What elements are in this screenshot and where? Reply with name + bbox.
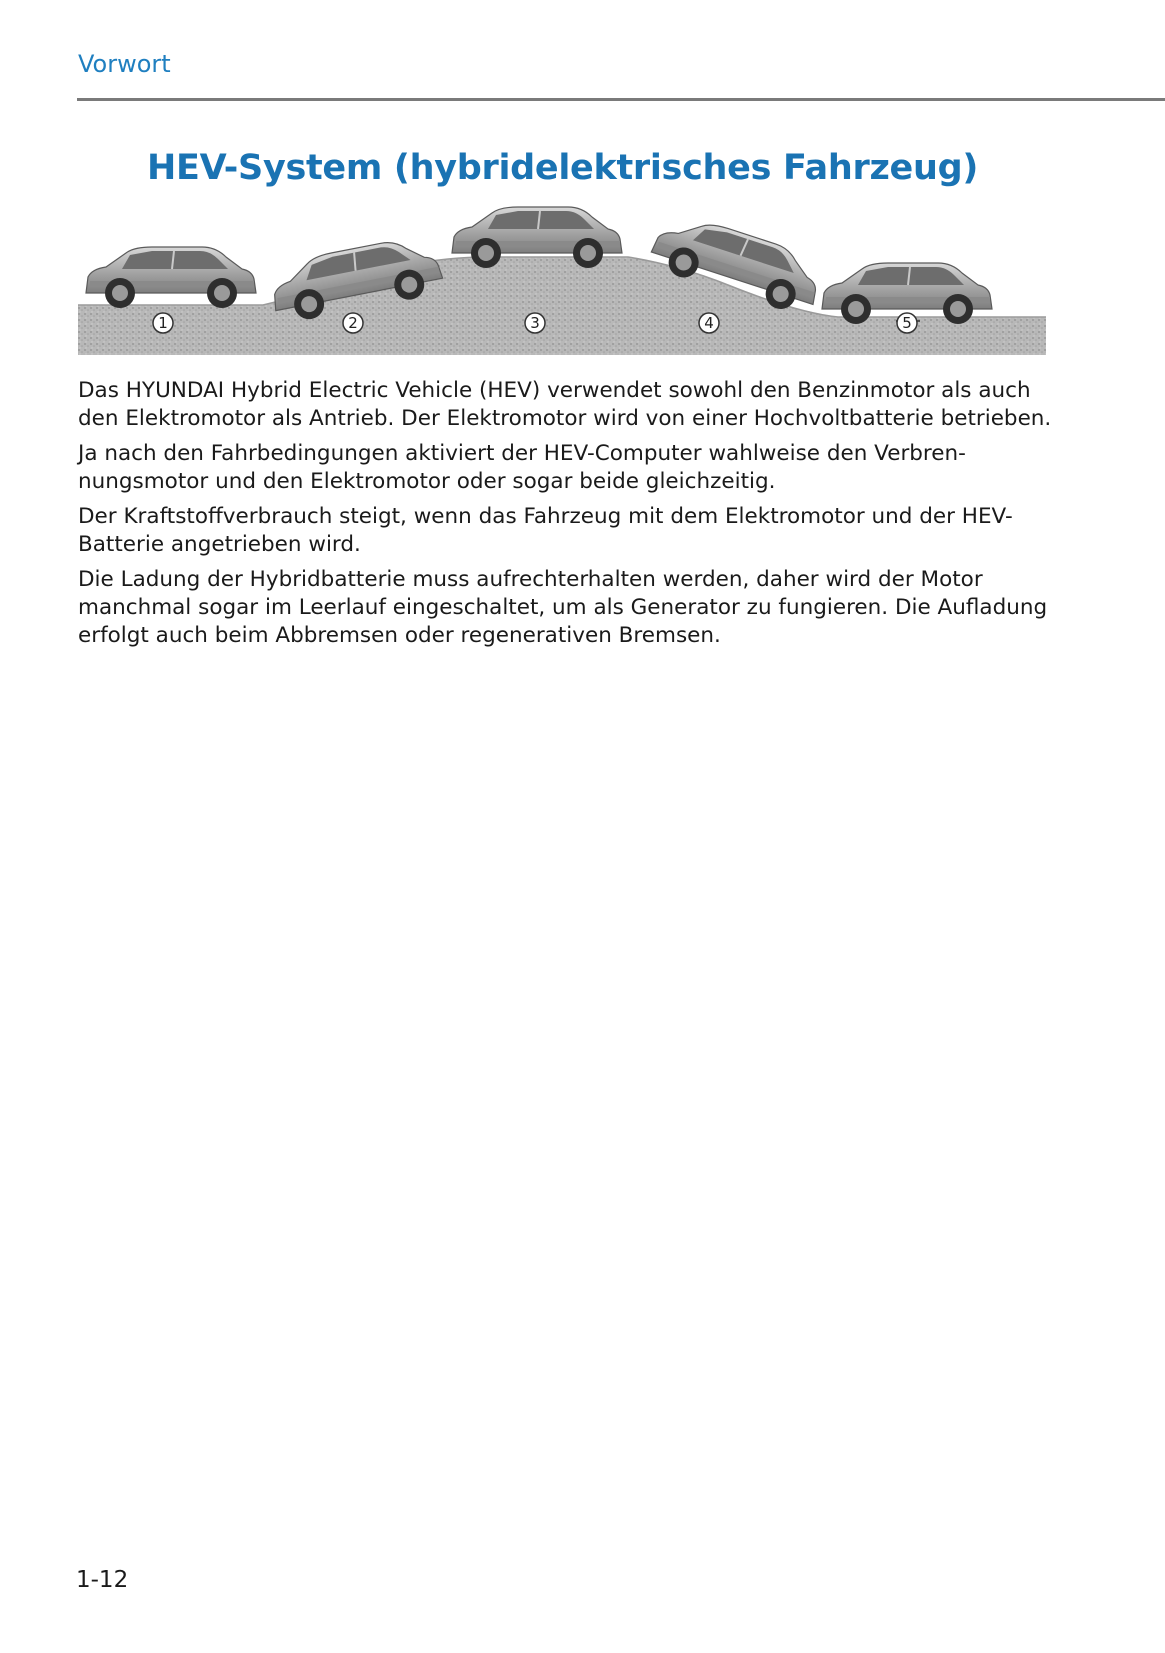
page-number: 1-12 bbox=[76, 1567, 129, 1593]
paragraph-4: Die Ladung der Hybridbatterie muss aufrechterhalten werden, daher wird der Motor manchmal sogar im Leerlauf eingeschaltet, um als Generator zu fungieren. Die Aufladung erfolgt auch beim Abbremsen oder regenerativen Bremsen. bbox=[78, 567, 1048, 648]
car-1 bbox=[86, 247, 256, 308]
marker-1 bbox=[153, 313, 173, 333]
section-label: Vorwort bbox=[78, 50, 171, 78]
svg-text:1: 1 bbox=[158, 314, 168, 332]
page-title: HEV-System (hybridelektrisches Fahrzeug) bbox=[146, 148, 979, 188]
header-divider bbox=[77, 98, 1165, 101]
svg-text:2: 2 bbox=[348, 314, 358, 332]
marker-4 bbox=[699, 313, 719, 333]
paragraph-1: Das HYUNDAI Hybrid Electric Vehicle (HEV) verwendet sowohl den Benzinmotor als auch den Elektromotor als Antrieb. Der Elektromotor wird von einer Hochvoltbatterie betrieben. bbox=[78, 378, 1052, 431]
svg-text:3: 3 bbox=[530, 314, 540, 332]
marker-3 bbox=[525, 313, 545, 333]
body-text bbox=[78, 377, 1053, 657]
hev-driving-illustration bbox=[78, 205, 1046, 355]
marker-2 bbox=[343, 313, 363, 333]
svg-text:5: 5 bbox=[902, 314, 912, 332]
paragraph-3: Der Kraftstoffverbrauch steigt, wenn das Fahrzeug mit dem Elektromotor und der HEV-Batterie angetrieben wird. bbox=[78, 504, 1013, 557]
paragraph-2: Ja nach den Fahrbedingungen aktiviert der HEV-Computer wahlweise den Verbrennungsmotor und den Elektromotor oder sogar beide gleichzeitig. bbox=[78, 441, 966, 494]
svg-text:4: 4 bbox=[704, 314, 714, 332]
